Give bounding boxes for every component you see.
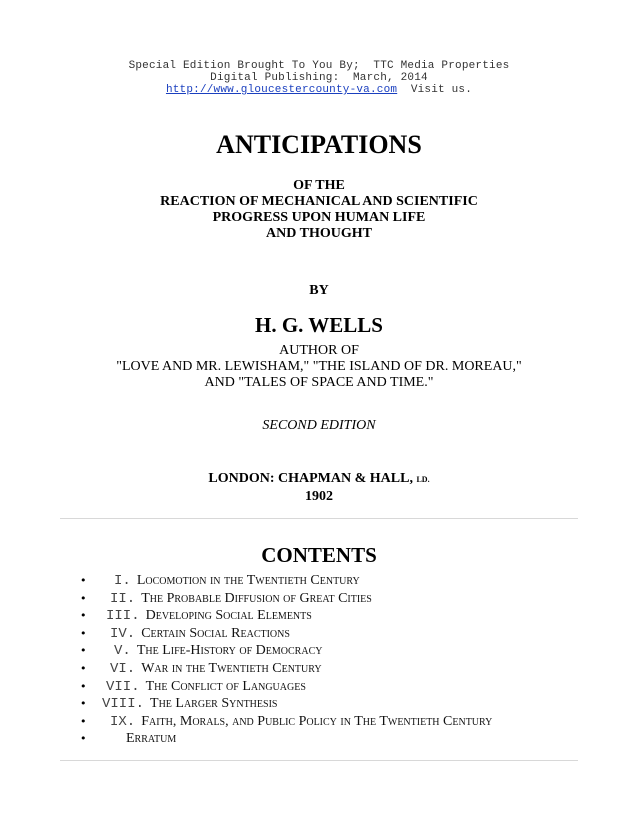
subtitle-line: AND THOUGHT [266,226,372,241]
contents-heading: CONTENTS [261,543,377,567]
toc-entry [110,714,492,730]
chapter-link[interactable]: The Life-History of Democracy [136,643,323,659]
toc-entry [110,591,372,607]
publisher-block [0,470,638,505]
author-name: H. G. WELLS [255,313,383,337]
contents-list [0,573,638,749]
chapter-link[interactable]: The Conflict of Languages [145,678,306,694]
book-subtitle [0,178,638,242]
list-item [0,661,638,679]
chapter-link[interactable]: Faith, Morals, and Public Policy in The Twentieth Century [141,713,493,729]
publisher-line [0,470,638,488]
chapter-number: VII. [106,678,140,695]
chapter-number: II. [110,590,136,607]
website-link[interactable]: http://www.gloucestercounty-va.com [165,84,398,96]
chapter-link[interactable]: Developing Social Elements [145,608,312,624]
bullet-icon: • [80,591,87,605]
list-item [0,696,638,714]
erratum-link[interactable]: Erratum [126,731,177,747]
list-item [0,626,638,644]
chapter-number: V. [114,643,131,660]
edition-header [0,60,638,96]
author-works-line: AND "TALES OF SPACE AND TIME." [204,375,434,390]
list-item [0,714,638,732]
toc-entry [110,626,290,642]
list-item [0,591,638,609]
list-item [0,643,638,661]
publisher-name: LONDON: CHAPMAN & HALL, [208,471,413,486]
divider [60,518,578,519]
toc-entry [110,661,322,677]
bullet-icon: • [80,661,87,675]
by-label: BY [309,283,329,298]
author-of-label: AUTHOR OF [279,343,359,358]
subtitle-line: OF THE [293,178,345,193]
toc-entry [102,696,277,712]
bullet-icon: • [80,714,87,728]
chapter-link[interactable]: The Probable Diffusion of Great Cities [141,590,372,606]
chapter-link[interactable]: The Larger Synthesis [150,696,278,712]
bullet-icon: • [80,609,87,623]
header-credit: Special Edition Brought To You By; TTC Media Properties [128,60,510,72]
publisher-ld: LD. [416,475,430,484]
publication-year: 1902 [305,489,333,504]
chapter-link[interactable]: Certain Social Reactions [141,625,290,641]
divider [60,760,578,761]
bullet-icon: • [80,626,87,640]
chapter-link[interactable]: Locomotion in the Twentieth Century [136,573,360,588]
list-item [0,573,638,591]
list-item [0,608,638,626]
toc-entry [114,573,360,589]
chapter-link[interactable]: War in the Twentieth Century [141,660,322,676]
chapter-number: IX. [110,713,136,730]
header-date: Digital Publishing: March, 2014 [210,72,428,84]
book-title: ANTICIPATIONS [216,130,422,159]
bullet-icon: • [80,679,87,693]
bullet-icon: • [80,644,87,658]
chapter-number: III. [106,608,140,625]
bullet-icon: • [80,574,87,587]
author-works [0,343,638,391]
list-item [0,679,638,697]
chapter-number: VIII. [102,696,145,713]
author-works-line: "LOVE AND MR. LEWISHAM," "THE ISLAND OF DR. MOREAU," [116,359,522,374]
header-link-line [0,84,638,96]
toc-entry [126,731,176,747]
subtitle-line: PROGRESS UPON HUMAN LIFE [212,210,426,225]
chapter-number: VI. [110,660,136,677]
list-item [0,731,638,749]
bullet-icon: • [80,732,87,746]
toc-entry [106,679,306,695]
toc-entry [114,643,322,659]
edition-label: SECOND EDITION [262,418,376,433]
chapter-number: IV. [110,625,136,642]
visit-text: Visit us. [410,84,473,96]
toc-entry [106,608,312,624]
subtitle-line: REACTION OF MECHANICAL AND SCIENTIFIC [160,194,478,209]
bullet-icon: • [80,697,87,711]
chapter-number: I. [114,573,131,589]
